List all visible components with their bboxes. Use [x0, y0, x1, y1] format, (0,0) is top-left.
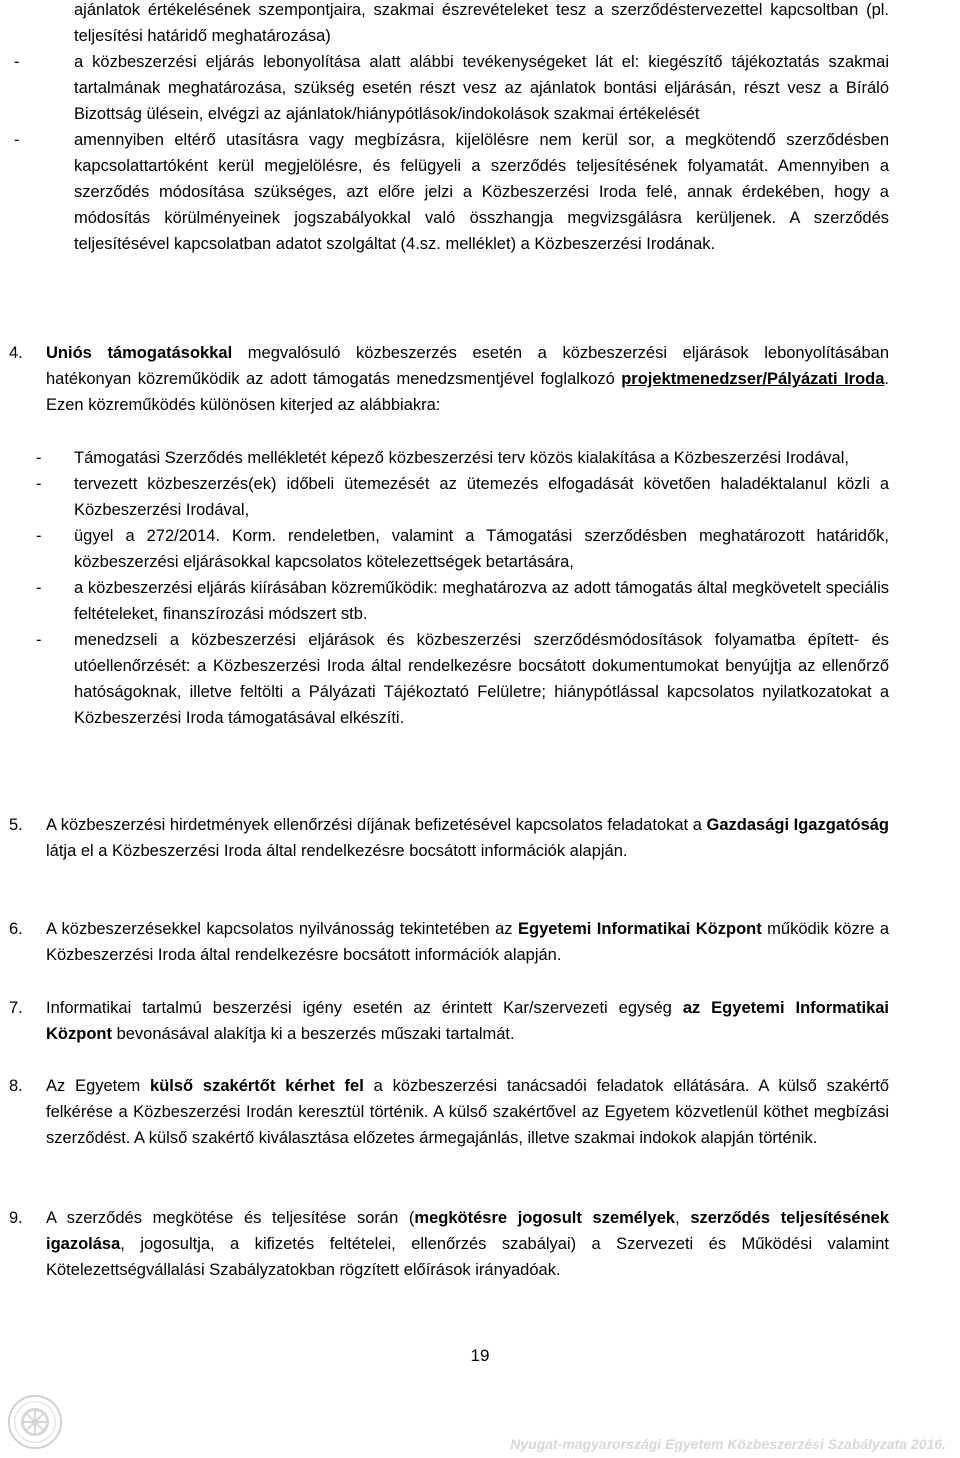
section-number: 6.	[9, 920, 23, 938]
bold-underlined-phrase: projektmenedzser/Pályázati Iroda	[621, 370, 885, 388]
section-4	[9, 340, 889, 418]
section-number: 5.	[9, 816, 23, 834]
list-item-text: a közbeszerzési eljárás lebonyolítása alatt alábbi tevékenységeket lát el: kiegészítő tájékoztatás szakmai tartalmának meghatározása, szükség esetén részt vesz az ajánlatok bontási eljárásán, részt vesz a Bíráló Bizottság ülésein, elvégzi az ajánlatok/hiánypótlások/indokolások szakmai értékelését	[74, 53, 889, 123]
list-dash: -	[14, 53, 20, 71]
footer-text: Nyugat-magyarországi Egyetem Közbeszerzési Szabályzata 2016.	[510, 1436, 946, 1452]
list-item	[36, 575, 889, 627]
section-number: 8.	[9, 1077, 23, 1095]
list-dash: -	[36, 527, 42, 545]
section-text: . Ezen közreműködés különösen kiterjed az alábbiakra:	[46, 370, 889, 414]
section-text: látja el a Közbeszerzési Iroda által rendelkezésre bocsátott információk alapján.	[46, 842, 628, 860]
bold-phrase: az Egyetemi Informatikai Központ	[46, 999, 890, 1043]
list-dash: -	[14, 131, 20, 149]
list-item	[36, 523, 889, 575]
bold-phrase: Egyetemi Informatikai Központ	[517, 920, 762, 938]
section-text: A közbeszerzési hirdetmények ellenőrzési díjának befizetésével kapcsolatos feladatokat a	[46, 816, 707, 834]
list-item	[14, 49, 889, 127]
section-text: a közbeszerzési tanácsadói feladatok ellátására. A külső szakértő felkérése a Közbeszerzési Irodán keresztül történik. A külső szakértővel az Egyetem közvetlenül köthet megbízási szerződést. A külső szakértő kiválasztása előzetes ármegajánlás, illetve szakmai indokok alapján történik.	[46, 1077, 890, 1147]
list-dash: -	[36, 631, 42, 649]
section-9	[9, 1205, 890, 1283]
section-text: , jogosultja, a kifizetés feltételei, ellenőrzés szabályai) a Szervezeti és Működési valamint Kötelezettségvállalási Szabályzatokban rögzített előírások irányadóak.	[46, 1235, 889, 1279]
list-item-text: a közbeszerzési eljárás kiírásában közreműködik: meghatározva az adott támogatás által megkövetelt speciális feltételeket, finanszírozási módszert stb.	[74, 579, 889, 623]
section-number: 4.	[9, 344, 23, 362]
continuation-paragraph: ajánlatok értékelésének szempontjaira, szakmai észrevételeket tesz a szerződéstervezettel kapcsoltban (pl. teljesítési határidő meghatározása)	[74, 1, 889, 45]
list-item	[36, 627, 889, 731]
list-item	[36, 471, 889, 523]
section-number: 9.	[9, 1209, 23, 1227]
list-item-text: amennyiben eltérő utasításra vagy megbízásra, kijelölésre nem kerül sor, a megkötendő szerződésben kapcsolattartóként kerül megjelölésre, és felügyeli a szerződés teljesítésének folyamatát. Amennyiben a szerződés módosítása szükséges, azt előre jelzi a Közbeszerzési Iroda felé, annak érdekében, hogy a módosítás körülményeinek jogszabályokkal való összhangja megvizsgálásra kerüljenek. A szerződés teljesítésével kapcsolatban adatot szolgáltat (4.sz. melléklet) a Közbeszerzési Irodának.	[74, 131, 889, 253]
list-item	[36, 445, 889, 471]
section-text: bevonásával alakítja ki a beszerzés műszaki tartalmát.	[111, 1025, 515, 1043]
section-8	[9, 1073, 890, 1151]
list-dash: -	[36, 579, 42, 597]
section-text: A szerződés megkötése és teljesítése során (	[46, 1209, 415, 1227]
section-4-list	[36, 445, 889, 731]
section-text: megvalósuló közbeszerzés esetén a közbeszerzési eljárások lebonyolításában hatékonyan közreműködik az adott támogatás menedzsmentjével foglalkozó	[46, 344, 889, 388]
bold-phrase: külső szakértőt kérhet fel	[150, 1077, 364, 1095]
section-text: működik közre a Közbeszerzési Iroda által rendelkezésre bocsátott információk alapján.	[46, 920, 890, 964]
list-dash: -	[36, 449, 42, 467]
section-text: Az Egyetem	[46, 1077, 151, 1095]
list-item-text: menedzseli a közbeszerzési eljárások és közbeszerzési szerződésmódosítások folyamatba épített- és utóellenőrzését: a Közbeszerzési Iroda által rendelkezésre bocsátott dokumentumokat benyújtja az ellenőrző hatóságoknak, illetve feltölti a Pályázati Tájékoztató Felületre; hiánypótlással kapcsolatos nyilatkozatokat a Közbeszerzési Iroda támogatásával elkészíti.	[74, 631, 889, 727]
list-item-text: ügyel a 272/2014. Korm. rendeletben, valamint a Támogatási szerződésben meghatározott határidők, közbeszerzési eljárásokkal kapcsolatos kötelezettségek betartására,	[74, 527, 889, 571]
bold-phrase: Gazdasági Igazgatóság	[706, 816, 889, 834]
section-6	[9, 916, 890, 968]
top-continuation	[14, 0, 889, 257]
bold-phrase: Uniós támogatásokkal	[46, 344, 233, 362]
section-number: 7.	[9, 999, 23, 1017]
section-text: Informatikai tartalmú beszerzési igény esetén az érintett Kar/szervezeti egység	[46, 999, 683, 1017]
university-seal-icon	[6, 1393, 64, 1451]
list-item	[14, 127, 889, 257]
section-text: A közbeszerzésekkel kapcsolatos nyilvánosság tekintetében az	[46, 920, 518, 938]
list-dash: -	[36, 475, 42, 493]
section-5	[9, 812, 889, 864]
page-number: 19	[470, 1346, 490, 1365]
list-item-text: tervezett közbeszerzés(ek) időbeli ütemezését az ütemezés elfogadását követően haladéktalanul közli a Közbeszerzési Irodával,	[74, 475, 889, 519]
bold-phrase: szerződés teljesítésének igazolása	[46, 1209, 890, 1253]
section-7	[9, 995, 890, 1047]
bold-phrase: megkötésre jogosult személyek	[414, 1209, 676, 1227]
section-text: ,	[675, 1209, 691, 1227]
list-item-text: Támogatási Szerződés mellékletét képező közbeszerzési terv közös kialakítása a Közbeszerzési Irodával,	[74, 449, 849, 467]
